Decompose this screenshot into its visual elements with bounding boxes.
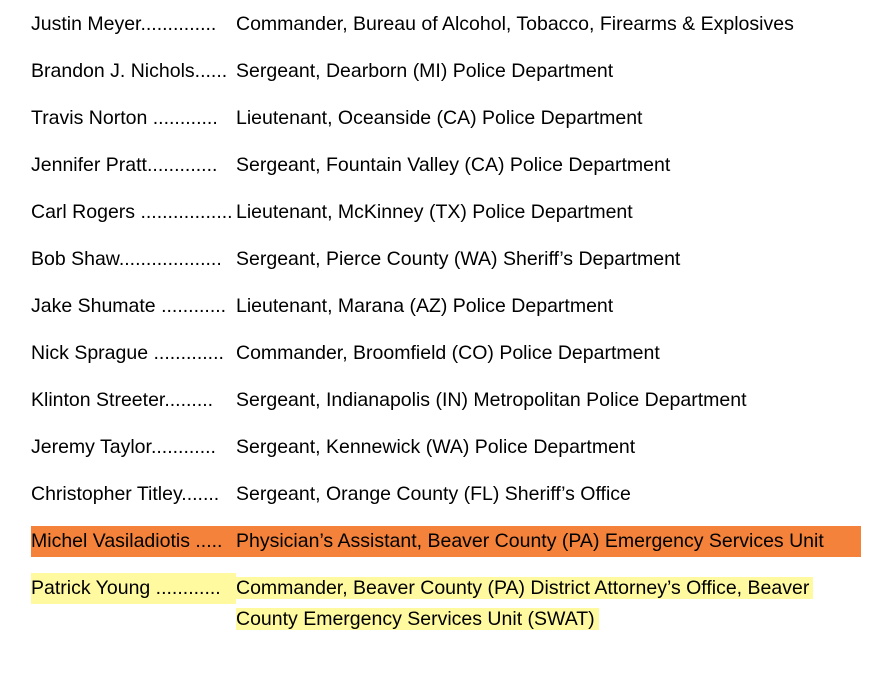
person-name: Travis Norton [31, 107, 148, 129]
dot-leader: ....... [181, 483, 220, 505]
dot-leader: ...... [194, 60, 228, 82]
personnel-roster [31, 10, 861, 654]
roster-entry-highlighted-yellow [31, 574, 861, 654]
person-title: Sergeant, Pierce County (WA) Sheriff’s Department [236, 247, 681, 270]
dot-leader: ............ [155, 295, 227, 317]
roster-entry [31, 245, 861, 292]
person-name: Jennifer Pratt [31, 154, 147, 176]
roster-entry [31, 480, 861, 527]
dot-leader: ................. [135, 201, 233, 223]
dot-leader: ................... [118, 248, 222, 270]
dot-leader: ..... [189, 529, 223, 552]
person-title: Lieutenant, Oceanside (CA) Police Department [236, 106, 643, 129]
person-name: Carl Rogers [31, 201, 136, 223]
dot-leader: ............. [148, 342, 224, 364]
dot-leader: ............ [150, 436, 216, 458]
roster-entry [31, 292, 861, 339]
person-name: Jeremy Taylor [31, 436, 151, 458]
roster-entry [31, 339, 861, 386]
person-title: Physician’s Assistant, Beaver County (PA) Emergency Services Unit [236, 529, 824, 552]
dot-leader: ......... [164, 389, 214, 411]
dot-leader: ............ [147, 107, 218, 129]
roster-entry [31, 57, 861, 104]
person-name: Christopher Titley [31, 483, 182, 505]
person-name: Bob Shaw [31, 248, 119, 270]
person-name: Justin Meyer [31, 13, 141, 35]
person-title: Sergeant, Fountain Valley (CA) Police Department [236, 153, 671, 176]
person-name: Klinton Streeter [31, 389, 165, 411]
person-title: Commander, Broomfield (CO) Police Department [236, 341, 660, 364]
person-name: Jake Shumate [31, 295, 156, 317]
roster-entry [31, 433, 861, 480]
person-name: Brandon J. Nichols [31, 60, 195, 82]
dot-leader: .............. [140, 13, 217, 35]
roster-entry [31, 10, 861, 57]
person-title: Lieutenant, McKinney (TX) Police Department [236, 200, 633, 223]
person-name: Michel Vasiladiotis [31, 529, 190, 552]
person-title: Sergeant, Indianapolis (IN) Metropolitan Police Department [236, 388, 747, 411]
roster-entry [31, 104, 861, 151]
dot-leader: ............. [146, 154, 218, 176]
roster-entry [31, 386, 861, 433]
roster-entry [31, 198, 861, 245]
roster-entry-highlighted-orange [31, 527, 861, 574]
person-title: Commander, Bureau of Alcohol, Tobacco, Firearms & Explosives [236, 12, 794, 35]
person-title: Sergeant, Dearborn (MI) Police Department [236, 59, 614, 82]
roster-entry [31, 151, 861, 198]
dot-leader: ............ [150, 576, 221, 599]
person-title: Commander, Beaver County (PA) District Attorney’s Office, Beaver County Emergency Services Unit (SWAT) [236, 577, 813, 630]
person-title: Sergeant, Kennewick (WA) Police Department [236, 435, 636, 458]
person-title: Sergeant, Orange County (FL) Sheriff’s Office [236, 482, 631, 505]
person-name: Patrick Young [31, 576, 151, 599]
person-title: Lieutenant, Marana (AZ) Police Department [236, 294, 614, 317]
person-name: Nick Sprague [31, 342, 149, 364]
